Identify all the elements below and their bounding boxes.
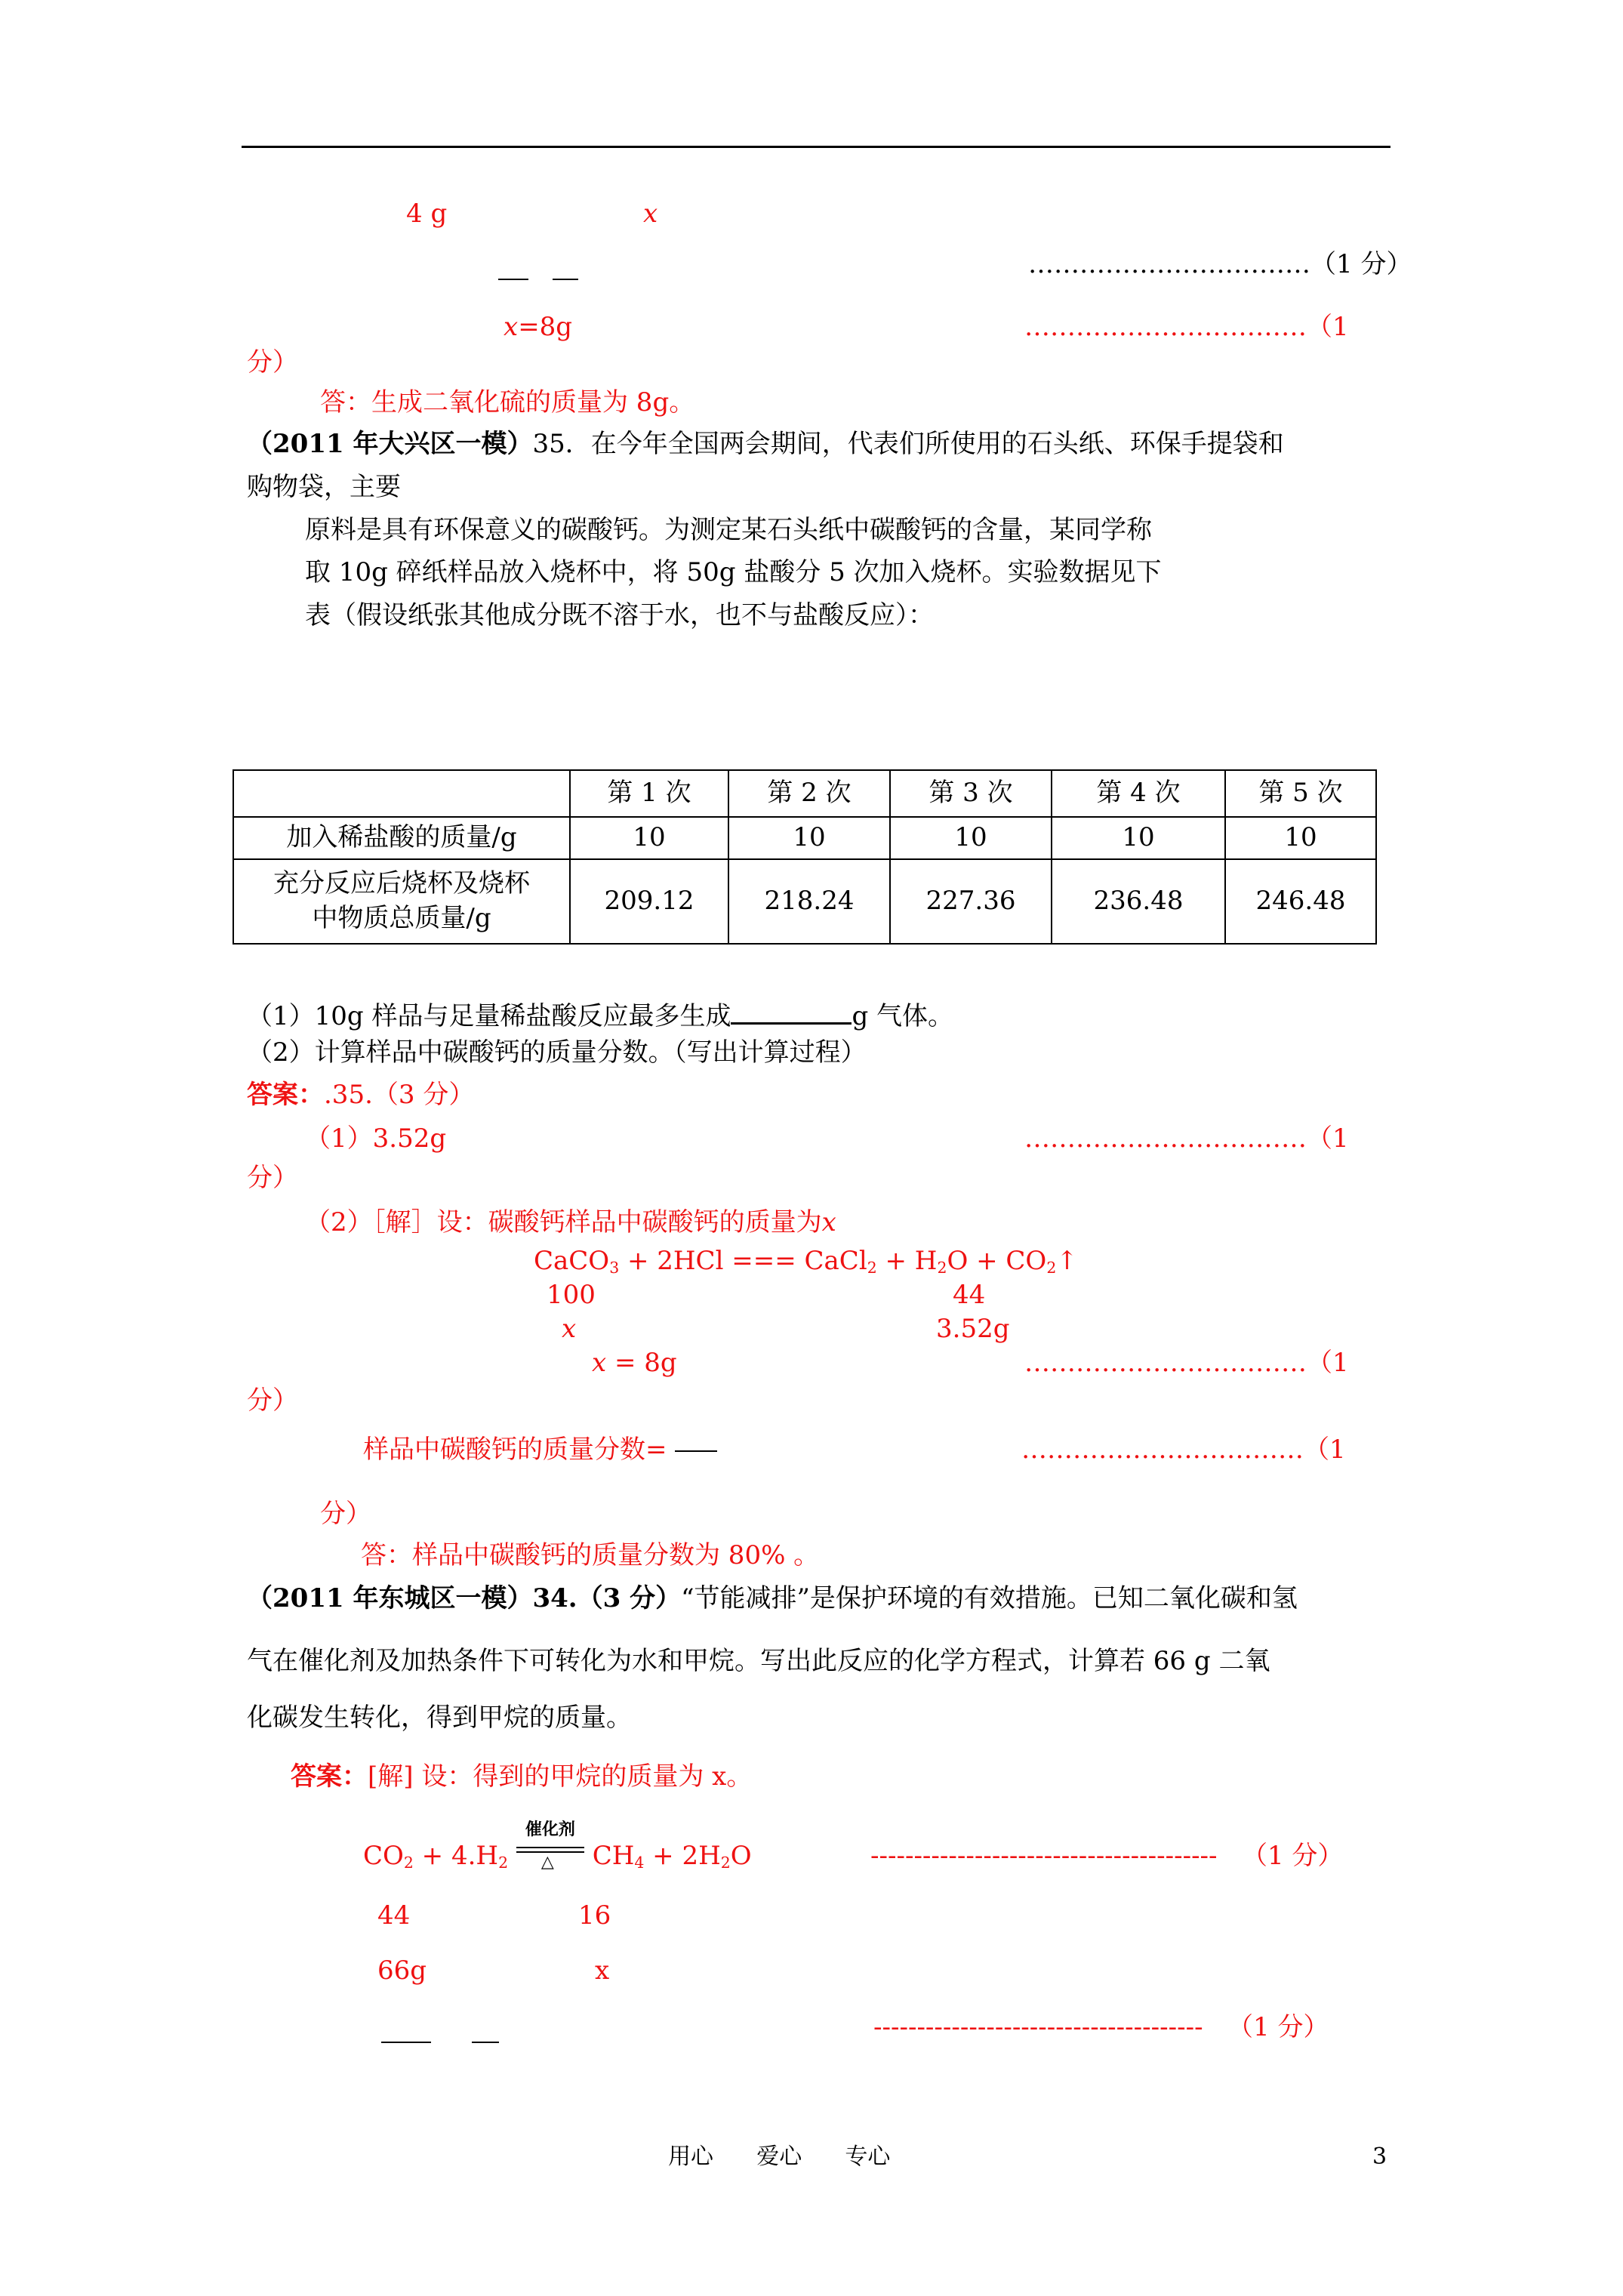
question-35-line-4: 取 10g 碎纸样品放入烧杯中，将 50g 盐酸分 5 次加入烧杯。实验数据见下: [305, 557, 1162, 587]
score-dashes: ---------------------------------------- （1 分）: [870, 1841, 1344, 1871]
question-34-line-1: （2011 年东城区一模）34.（3 分）“节能减排”是保护环境的有效措施。已知二氧化碳和氢: [247, 1583, 1298, 1613]
fraction-bars: [381, 2026, 499, 2057]
footer-motto: 用心 爱心 专心: [668, 2143, 891, 2170]
table-header-row: [233, 770, 1376, 817]
question-34-line-2: 气在催化剂及加热条件下可转化为水和甲烷。写出此反应的化学方程式，计算若 66 g 二氧: [247, 1646, 1270, 1676]
var-x: x: [643, 199, 658, 229]
table-cell: 246.48: [1225, 859, 1376, 944]
table-header-cell: 第 1 次: [570, 770, 728, 817]
page-number: 3: [1372, 2143, 1387, 2170]
score-dots: ……………………………（1: [1024, 1348, 1349, 1378]
unknown-x: x: [562, 1314, 577, 1344]
table-header-cell: 第 4 次: [1052, 770, 1225, 817]
table-cell: 10: [570, 817, 728, 859]
question-35-line-2: 购物袋，主要: [247, 472, 401, 502]
mass-66g: 66g: [377, 1955, 427, 1986]
score-dashes: -------------------------------------- （1 分）: [873, 2012, 1329, 2042]
chemical-equation: CaCO$_3$ + 2HCl === CaCl$_2$ + $H_2O$ + $CO_2↑$: [534, 1246, 1078, 1277]
fraction-bars: [498, 263, 578, 294]
molar-mass-44: 44: [953, 1280, 986, 1310]
answer-blank: [731, 997, 852, 1025]
score-dots: ……………………………（1: [1024, 312, 1349, 342]
table-cell: 227.36: [890, 859, 1052, 944]
x-result: x=8g: [504, 312, 573, 342]
question-34-line-3: 化碳发生转化，得到甲烷的质量。: [247, 1703, 632, 1733]
molar-mass-16: 16: [578, 1900, 611, 1931]
answer-line: 答：生成二氧化硫的质量为 8g。: [320, 387, 695, 418]
question-35-line-3: 原料是具有环保意义的碳酸钙。为测定某石头纸中碳酸钙的含量，某同学称: [305, 515, 1152, 545]
question-35-line-1: （2011 年大兴区一模）35．在今年全国两会期间，代表们所使用的石头纸、环保手提袋和: [247, 429, 1284, 459]
molar-mass-100: 100: [547, 1280, 596, 1310]
table-cell: 10: [890, 817, 1052, 859]
table-cell: 10: [1052, 817, 1225, 859]
table-row: [233, 817, 1376, 859]
sub-question-1: （1）10g 样品与足量稀盐酸反应最多生成 g 气体。: [247, 997, 953, 1032]
x-result: x = 8g: [592, 1348, 677, 1378]
data-table: [233, 769, 1377, 945]
table-row-label: 加入稀盐酸的质量/g: [233, 817, 570, 859]
score-fen: 分）: [247, 347, 298, 378]
mass-3-52g: 3.52g: [936, 1314, 1010, 1344]
header-rule: [242, 146, 1390, 148]
mass-4g: 4 g: [406, 199, 448, 229]
table-header-cell: [233, 770, 570, 817]
answer-heading: 答案：.35.（3 分）: [247, 1080, 475, 1110]
score-dots: ……………………………（1: [1021, 1435, 1346, 1465]
reaction-condition-arrow: 催化剂 △: [516, 1842, 584, 1872]
sub-question-2: （2）计算样品中碳酸钙的质量分数。（写出计算过程）: [247, 1037, 867, 1068]
score-fen: 分）: [247, 1163, 298, 1193]
table-header-cell: 第 5 次: [1225, 770, 1376, 817]
table-cell: 209.12: [570, 859, 728, 944]
molar-mass-44: 44: [377, 1900, 411, 1931]
methane-equation: $CO_2 + 4.H_2$ 催化剂 △ $CH_4 + 2H_2O$: [363, 1820, 752, 1872]
question-35-line-5: 表（假设纸张其他成分既不溶于水，也不与盐酸反应）：: [305, 600, 934, 630]
final-answer: 答：样品中碳酸钙的质量分数为 80% 。: [361, 1540, 820, 1570]
table-header-cell: 第 2 次: [728, 770, 890, 817]
unknown-x: x: [595, 1955, 610, 1986]
score-fen: 分）: [247, 1385, 298, 1416]
table-cell: 236.48: [1052, 859, 1225, 944]
table-cell: 10: [1225, 817, 1376, 859]
table-header-cell: 第 3 次: [890, 770, 1052, 817]
table-cell: 10: [728, 817, 890, 859]
score-dots: ……………………………（1: [1024, 1123, 1349, 1154]
answer-line: 答案：[解] 设：得到的甲烷的质量为 x。: [291, 1761, 753, 1792]
answer-part-2: （2）［解］设：碳酸钙样品中碳酸钙的质量为x: [305, 1207, 836, 1237]
score-dots: ……………………………（1 分）: [1028, 249, 1412, 279]
table-cell: 218.24: [728, 859, 890, 944]
table-row-label: 充分反应后烧杯及烧杯 中物质总质量/g: [233, 859, 570, 944]
answer-part-1: （1）3.52g: [305, 1123, 447, 1154]
table-row: [233, 859, 1376, 944]
score-fen: 分）: [320, 1499, 371, 1529]
mass-fraction-line: 样品中碳酸钙的质量分数=: [363, 1435, 717, 1465]
